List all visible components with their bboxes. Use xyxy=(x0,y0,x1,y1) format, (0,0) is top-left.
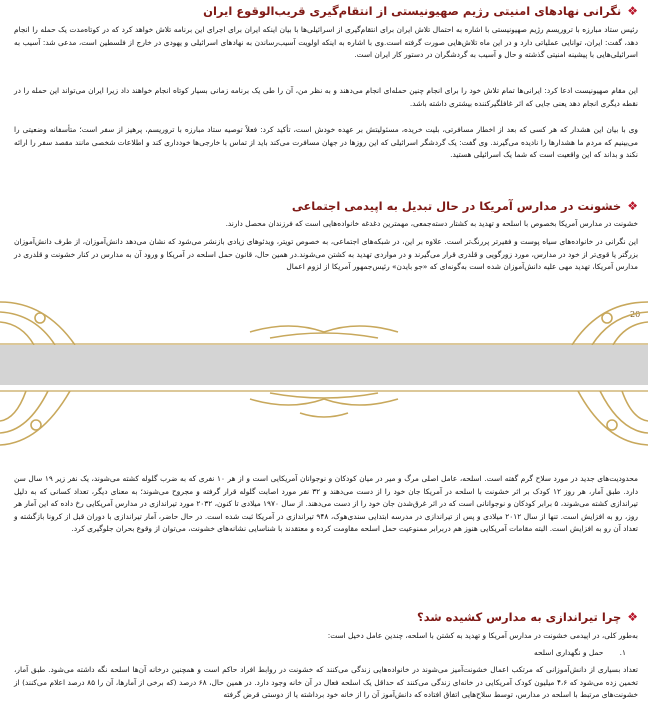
section2-heading: ❖خشونت در مدارس آمریکا در حال تبدیل به اپیدمی اجتماعی xyxy=(291,199,638,213)
section3-intro: به‌طور کلی، در اپیدمی خشونت در مدارس آمریکا و تهدید به کشتن با اسلحه، چندین عامل دخیل است: xyxy=(327,631,638,640)
heading-bullet-icon: ❖ xyxy=(627,4,638,18)
section2-paragraph-2: این نگرانی در خانواده‌های سیاه پوست و فقیرتر پررنگ‌تر است. علاوه بر این، در شبکه‌های اجتماعی، به خصوص تویتر، ویدئوهای زیادی بازنشر می‌شود که نشان می‌دهد دانش‌آموزان، از طرف دانش‌آموزان بزرگتر یا قوی‌تر از خود در مدارس، مورد زورگویی و قلدری قرار می‌گیرند و در مواردی تهدید به کشتن می‌شوند.در همین حال، قانون حمل اسلحه در آمریکا و ورود آن به مدارس در کنار خشونت و قلدری در مدارس آمریکا، تهدید مهی علیه دانش‌آموزان شده است به‌گونه‌ای که «جو بایدن» رئیس‌جمهور آمریکا از لزوم اعمال xyxy=(14,237,638,272)
section1-paragraph-2: این مقام صهیونیست ادعا کرد: ایرانی‌ها تمام تلاش خود را برای انجام چنین حمله‌ای انجام می‌دهند و به نظر من، آن را طی یک برنامه زمانی بسیار کوتاه انجام خواهند داد زیرا ایران می‌تواند این حمله را در نقطه دیگری انجام دهد یعنی جایی که اثر غافلگیرکننده بیشتری داشته باشد. xyxy=(14,86,638,108)
section1-paragraph-3: وی با بیان این هشدار که هر کسی که بعد از اخطار مسافرتی، بلیت خریده، مسئولیتش بر عهده خودش است، تأکید کرد: فعلاً توصیه ستاد مبارزه با تروریسم، پرهیز از سفر است؛ متأسفانه وضعیتی را می‌بینیم که مردم ما هشدارها را نادیده می‌گیرند. وی گفت: یک گردشگر اسرائیلی که این روزها در جهان مسافرت می‌کند باید از تماس با خارجی‌ها خودداری کند و اطلاعات شخصی مانند مقصد سفر را ارائه نکند و بداند که این واقعیت است که شما یک اسرائیلی هستید. xyxy=(14,125,638,160)
page-separator xyxy=(0,345,648,385)
page-top-ornament xyxy=(0,385,648,460)
page-bottom-ornament xyxy=(0,290,648,345)
list-item-number: ۱. xyxy=(619,648,626,657)
section1-paragraph-1: رئیس ستاد مبارزه با تروریسم رژیم صهیونیستی با اشاره به احتمال تلاش ایران برای انتقام‌گیری از اسرائیلی‌ها با بیان اینکه ایران برای اجرای این برنامه تلاش خواهد کرد که در کوتاه‌مدت یک حمله را انجام دهد، گفت: ایران، توانایی عملیاتی دارد و در این ماه تلاش‌هایی صورت گرفته است.وی با اشاره به اینکه اولویت آسیب‌رساندن به نهادهای اسرائیلی و یهودی در خارج از فلسطین است، مدعی شد: آسیب به اسرائیلی‌هایی با پیشینه امنیتی گذشته و حال و آسیب به گردشگران در دستور کار ایران است. xyxy=(14,25,638,60)
list-item-text: حمل و نگهداری اسلحه xyxy=(533,648,604,657)
section1-heading: ❖نگرانی نهادهای امنیتی رژیم صهیونیستی از انتقام‌گیری قریب‌الوقوع ایران xyxy=(203,4,638,18)
bottom-paragraph-1: محدودیت‌های جدید در مورد سلاح گرم گفته است. اسلحه، عامل اصلی مرگ و میر در میان کودکان و نوجوانان آمریکایی است و از هر ۱۰ نفری که به ضرب گلوله کشته می‌شوند، یک نفر زیر ۱۹ سال سن دارد. طبق آمار، هر روز ۱۲ کودک بر اثر خشونت با اسلحه در آمریکا جان خود را از دست می‌دهند و ۳۲ نفر مورد اصابت گلوله قرار گرفته و مجروح می‌شوند؛ به معنای دیگر، تعداد کسانی که به دلیل تیراندازی کشته می‌شوند، ۵ برابر کودکان و نوجوانانی است که در اثر غرق‌شدن جان خود را از دست می‌دهند. از سال ۱۹۷۰ میلادی تا کنون، ۲۰۳۲ مورد تیراندازی در مدارس آمریکایی رخ داده که این آمار هر روز، رو به افزایش است. تنها از سال ۲۰۱۲ میلادی و پس از تیراندازی در مدرسه ابتدایی سندی‌هوک، ۹۴۸ تیراندازی در آمریکا ثبت شده است. در حال حاضر، آمار تیراندازی با دوران قبل از کرونا بازگشته و تعداد آن رو به افزایش است. البته مقامات آمریکایی هنوز هم دربرابر ممنوعیت حمل اسلحه مقاومت کرده و معتقدند با شناسایی نشانه‌های خشونت، می‌توان از وقوع بحران جلوگیری کرد. xyxy=(14,474,639,534)
section3-paragraph-2: تعداد بسیاری از دانش‌آموزانی که مرتکب اعمال خشونت‌آمیز می‌شوند در خانواده‌هایی زندگی می‌کنند که خشونت در روابط افراد حاکم است و همچنین درخانه آن‌ها اسلحه نگه داشته می‌شود. طبق آمار، تخمین زده می‌شود که ۴،۶ میلیون کودک آمریکایی در خانه‌ای زندگی می‌کنند که حداقل یک اسلحه فعال در آن خانه وجود دارد. در همین حال، ۶۸ درصد (که برخی از آمارها، آن را ۸۵ درصد اعلام می‌کنند) از خشونت‌های مرتبط با اسلحه در مدارس، توسط سلاح‌هایی اتفاق افتاده که دانش‌آموز آن را از خانه خود برداشته یا از دوستی قرض گرفته xyxy=(14,665,638,700)
section3-list-item-1 xyxy=(14,647,626,660)
section3-heading: ❖چرا تیراندازی به مدارس کشیده شد؟ xyxy=(417,610,638,624)
section2-paragraph-1: خشونت در مدارس آمریکا بخصوص با اسلحه و تهدید به کشتار دسته‌جمعی، مهمترین دغدغه خانواده‌هایی است که فرزندان محصل دارند. xyxy=(225,219,638,228)
page-bottom xyxy=(0,385,648,720)
page-top xyxy=(0,0,648,345)
heading-bullet-icon: ❖ xyxy=(627,199,638,213)
page-number: 20 xyxy=(630,310,641,319)
heading-bullet-icon: ❖ xyxy=(627,610,638,624)
